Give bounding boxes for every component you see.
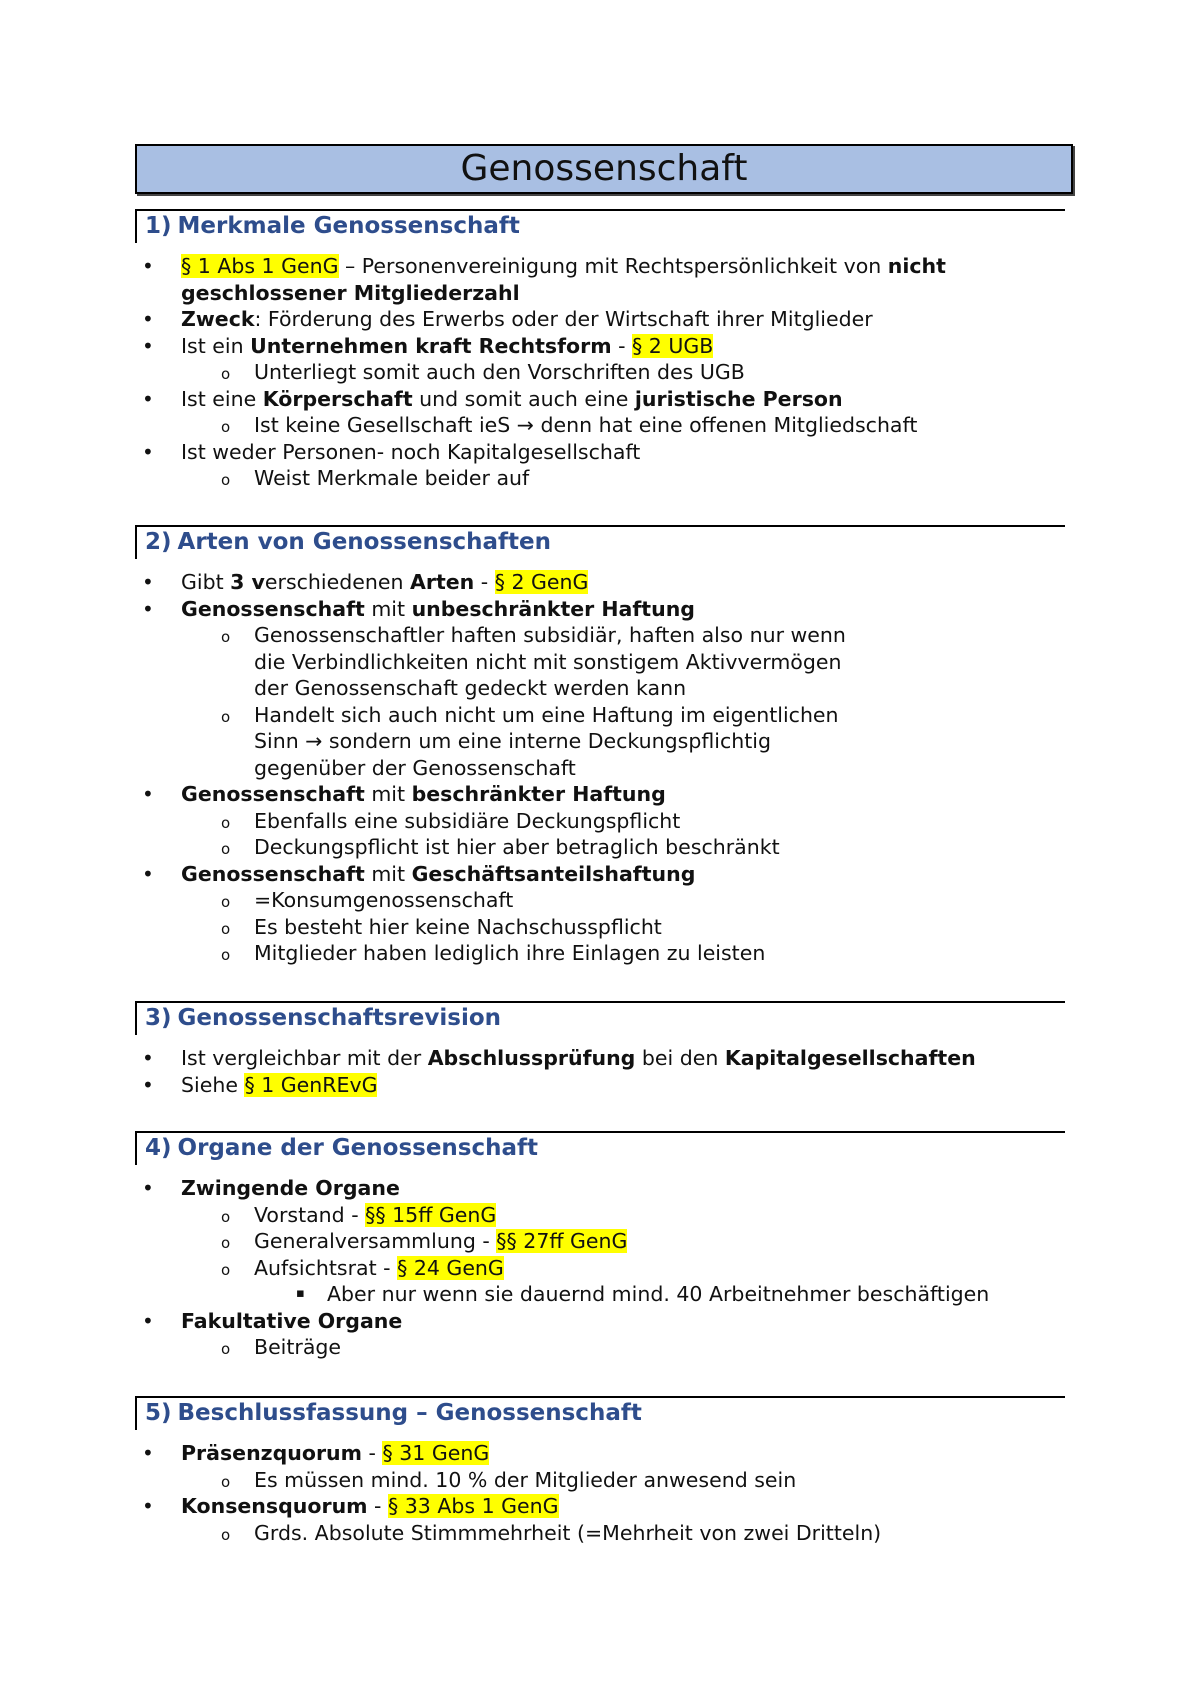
section-revision (135, 1001, 1065, 1098)
list-item: • Ist vergleichbar mit der Abschlussprüfung bei den Kapitalgesellschaften (135, 1045, 1065, 1072)
sub-list-item: o Deckungspflicht ist hier aber betraglich beschränkt (181, 834, 1065, 861)
sub-list-item: o Generalversammlung - §§ 27ff GenG (181, 1228, 1065, 1255)
list-item: • Genossenschaft mit unbeschränkter Haftung o Genossenschaftler haften subsidiär, haften also nur wenn die Verbindlichkeiten nicht mit sonstigem Aktivvermögen der Genossenschaft gedeckt werden kann o Handelt sich auch nicht um eine Haftung im eigentlichen Sinn → sondern um eine interne Deckungspflichtig gegenüber der Genossenschaft (135, 596, 1065, 782)
sub-list-item: o Handelt sich auch nicht um eine Haftung im eigentlichen Sinn → sondern um eine interne Deckungspflichtig gegenüber der Genossenschaft (181, 702, 861, 782)
sub-list-item: o Vorstand - §§ 15ff GenG (181, 1202, 1065, 1229)
sub-list-item: o Aufsichtsrat - § 24 GenG ▪ Aber nur wenn sie dauernd mind. 40 Arbeitnehmer beschäftigen (181, 1255, 1065, 1308)
list-item: • Siehe § 1 GenREvG (135, 1072, 1065, 1099)
sub-list-item: o Mitglieder haben lediglich ihre Einlagen zu leisten (181, 940, 1065, 967)
list-item: • § 1 Abs 1 GenG – Personenvereinigung mit Rechtspersönlichkeit von nicht geschlossener Mitgliederzahl (135, 253, 1065, 306)
sub-list-item: o Es besteht hier keine Nachschusspflicht (181, 914, 1065, 941)
sub-list-item: o Es müssen mind. 10 % der Mitglieder anwesend sein (181, 1467, 1065, 1494)
sub-list-item: o Ebenfalls eine subsidiäre Deckungspflicht (181, 808, 1065, 835)
list-item: • Ist ein Unternehmen kraft Rechtsform - § 2 UGB o Unterliegt somit auch den Vorschriften des UGB (135, 333, 1065, 386)
list-item: • Zwingende Organe o Vorstand - §§ 15ff GenG o Generalversammlung - §§ 27ff GenG o Aufsichtsrat - § 24 GenG ▪ Aber nur wenn sie dauernd mind. 40 Arbeitnehmer beschäftigen (135, 1175, 1065, 1308)
section-arten (135, 525, 1065, 967)
list-item: • Ist weder Personen- noch Kapitalgesellschaft o Weist Merkmale beider auf (135, 439, 1065, 492)
list-item: • Gibt 3 verschiedenen Arten - § 2 GenG (135, 569, 1065, 596)
section-heading: 4) Organe der Genossenschaft (135, 1131, 1065, 1165)
list-item: • Zweck: Förderung des Erwerbs oder der Wirtschaft ihrer Mitglieder (135, 306, 1065, 333)
list-item: • Fakultative Organe o Beiträge (135, 1308, 1065, 1361)
sub-list-item: o Grds. Absolute Stimmmehrheit (=Mehrheit von zwei Dritteln) (181, 1520, 1065, 1547)
section-organe (135, 1131, 1065, 1361)
page-title: Genossenschaft (135, 144, 1073, 194)
list-item: • Genossenschaft mit Geschäftsanteilshaftung o =Konsumgenossenschaft o Es besteht hier keine Nachschusspflicht o Mitglieder haben lediglich ihre Einlagen zu leisten (135, 861, 1065, 967)
section-heading: 3) Genossenschaftsrevision (135, 1001, 1065, 1035)
sub-list-item: o Unterliegt somit auch den Vorschriften des UGB (181, 359, 1065, 386)
list-item: • Genossenschaft mit beschränkter Haftung o Ebenfalls eine subsidiäre Deckungspflicht o Deckungspflicht ist hier aber betraglich beschränkt (135, 781, 1065, 861)
section-merkmale (135, 209, 1065, 492)
sub-sub-list-item: ▪ Aber nur wenn sie dauernd mind. 40 Arbeitnehmer beschäftigen (254, 1281, 1065, 1308)
list-item: • Konsensquorum - § 33 Abs 1 GenG o Grds. Absolute Stimmmehrheit (=Mehrheit von zwei Dritteln) (135, 1493, 1065, 1546)
sub-list-item: o Beiträge (181, 1334, 1065, 1361)
section-heading: 2) Arten von Genossenschaften (135, 525, 1065, 559)
sub-list-item: o Genossenschaftler haften subsidiär, haften also nur wenn die Verbindlichkeiten nicht mit sonstigem Aktivvermögen der Genossenschaft gedeckt werden kann (181, 622, 861, 702)
sub-list-item: o =Konsumgenossenschaft (181, 887, 1065, 914)
section-heading: 5) Beschlussfassung – Genossenschaft (135, 1396, 1065, 1430)
list-item: • Ist eine Körperschaft und somit auch eine juristische Person o Ist keine Gesellschaft ieS → denn hat eine offenen Mitgliedschaft (135, 386, 1065, 439)
list-item: • Präsenzquorum - § 31 GenG o Es müssen mind. 10 % der Mitglieder anwesend sein (135, 1440, 1065, 1493)
section-beschlussfassung (135, 1396, 1065, 1546)
sub-list-item: o Weist Merkmale beider auf (181, 465, 1065, 492)
section-heading: 1) Merkmale Genossenschaft (135, 209, 1065, 243)
sub-list-item: o Ist keine Gesellschaft ieS → denn hat eine offenen Mitgliedschaft (181, 412, 1065, 439)
